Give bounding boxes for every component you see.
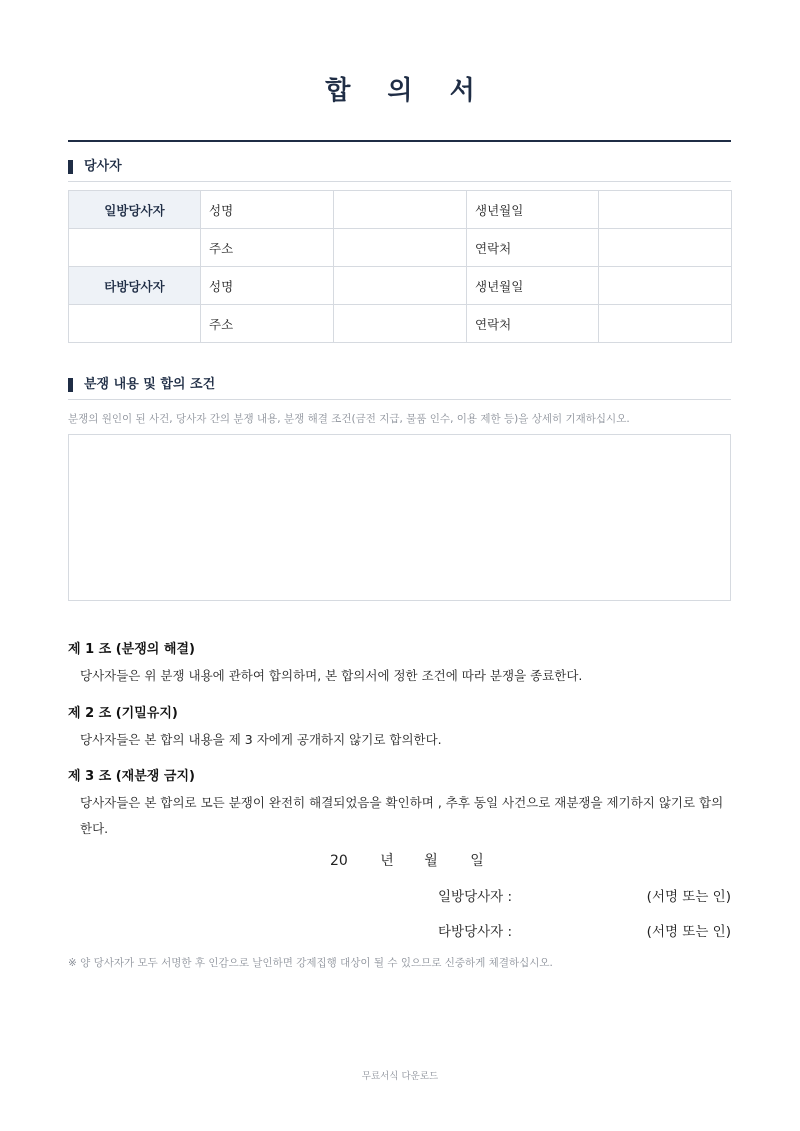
field-label-cell: 생년월일: [467, 191, 599, 229]
signature-label: 타방당사자 :: [438, 924, 513, 940]
party1-address-field[interactable]: [334, 229, 467, 267]
field-label-cell: 생년월일: [467, 267, 599, 305]
party2-name-field[interactable]: [334, 267, 467, 305]
date-month-unit: 월: [424, 853, 438, 869]
party2-birthdate-field[interactable]: [599, 267, 732, 305]
footer-link[interactable]: 무료서식 다운로드: [361, 1071, 439, 1082]
party-label-cell: 타방당사자: [69, 267, 201, 305]
article-2-body: 당사자들은 본 합의 내용을 제 3 자에게 공개하지 않기로 합의한다.: [80, 732, 442, 747]
party-label-cell: [69, 305, 201, 343]
date-line: [330, 850, 484, 870]
table-row: [69, 305, 732, 343]
parties-table: [68, 190, 732, 343]
dispute-section-heading: 분쟁 내용 및 합의 조건: [68, 378, 731, 400]
field-label-cell: 연락처: [467, 305, 599, 343]
signature-mark[interactable]: (서명 또는 인): [646, 889, 731, 905]
party2-contact-field[interactable]: [599, 305, 732, 343]
dispute-content-box[interactable]: [68, 434, 731, 601]
article-2-title: 제 2 조 (기밀유지): [68, 706, 178, 721]
table-row: [69, 267, 732, 305]
parties-section-heading: 당사자: [68, 160, 731, 182]
party2-address-field[interactable]: [334, 305, 467, 343]
title-divider: [68, 140, 731, 142]
field-label-cell: 연락처: [467, 229, 599, 267]
field-label-cell: 주소: [201, 229, 334, 267]
party1-name-field[interactable]: [334, 191, 467, 229]
field-label-cell: 성명: [201, 191, 334, 229]
signature-mark[interactable]: (서명 또는 인): [646, 924, 731, 940]
party1-contact-field[interactable]: [599, 229, 732, 267]
date-day-unit: 일: [470, 853, 484, 869]
field-label-cell: 성명: [201, 267, 334, 305]
article-3-title: 제 3 조 (재분쟁 금지): [68, 769, 195, 784]
party-label-cell: [69, 229, 201, 267]
document-title: 합 의 서: [325, 76, 489, 106]
caution-note: ※ 양 당사자가 모두 서명한 후 인감으로 날인하면 강제집행 대상이 될 수 있으므로 신중하게 체결하십시오.: [68, 957, 553, 969]
table-row: [69, 191, 732, 229]
date-year-unit: 년: [380, 853, 394, 869]
article-3-body: 당사자들은 본 합의로 모든 분쟁이 완전히 해결되었음을 확인하며 , 추후 동일 사건으로 재분쟁을 제기하지 않기로 합의한다.: [80, 795, 724, 836]
party-label-cell: 일방당사자: [69, 191, 201, 229]
article-1-title: 제 1 조 (분쟁의 해결): [68, 642, 195, 657]
table-row: [69, 229, 732, 267]
party1-birthdate-field[interactable]: [599, 191, 732, 229]
date-year[interactable]: 20: [330, 853, 348, 869]
field-label-cell: 주소: [201, 305, 334, 343]
dispute-hint: 분쟁의 원인이 된 사건, 당사자 간의 분쟁 내용, 분쟁 해결 조건(금전 지급, 물품 인수, 이용 제한 등)을 상세히 기재하십시오.: [68, 413, 630, 425]
signature-label: 일방당사자 :: [438, 889, 513, 905]
article-1-body: 당사자들은 위 분쟁 내용에 관하여 합의하며, 본 합의서에 정한 조건에 따라 분쟁을 종료한다.: [80, 668, 583, 683]
